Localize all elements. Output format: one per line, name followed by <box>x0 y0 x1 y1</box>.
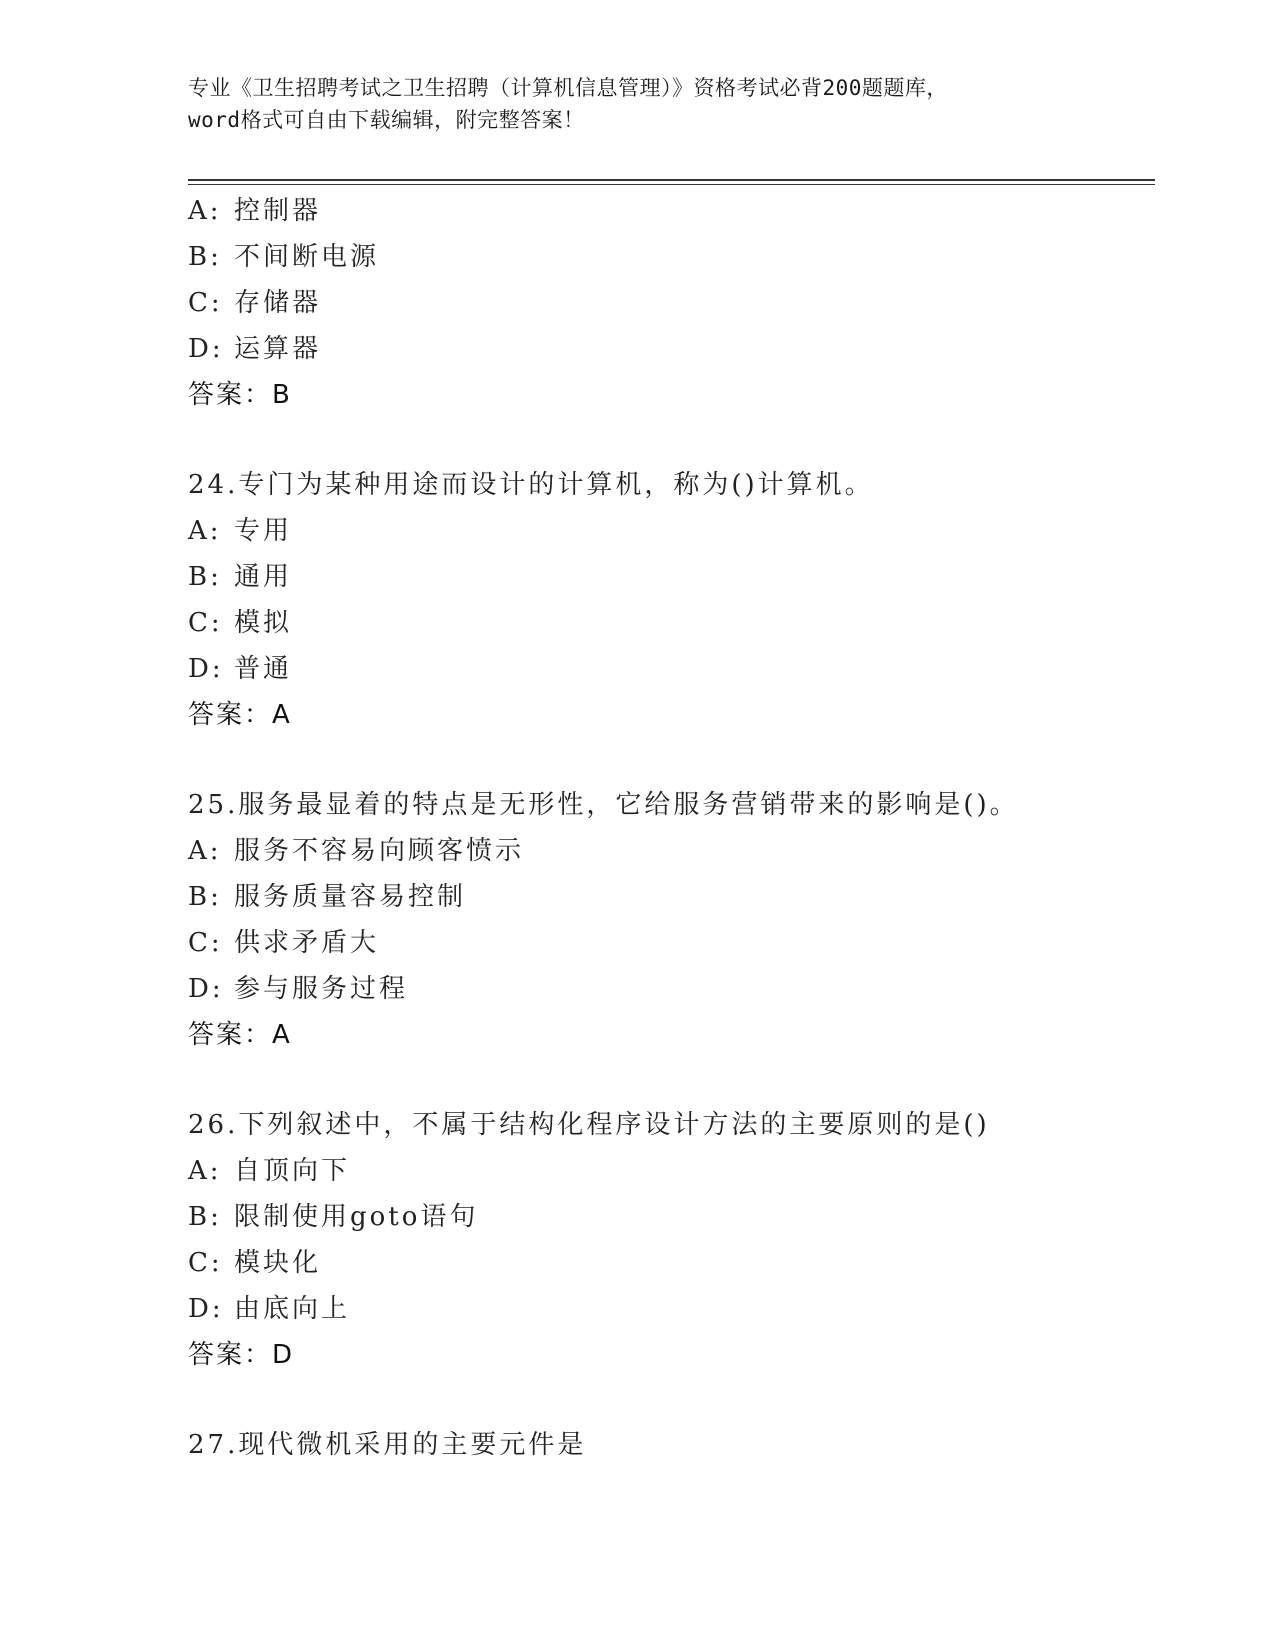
spacer <box>188 1378 1148 1422</box>
answer-line: 答案：D <box>188 1340 295 1370</box>
option-a <box>188 508 1148 554</box>
question-text: 24.专门为某种用途而设计的计算机，称为()计算机。 <box>188 470 874 500</box>
option-d <box>188 646 1148 692</box>
option-c <box>188 600 1148 646</box>
question-block-24 <box>188 462 1148 738</box>
option-letter: C: <box>188 608 223 638</box>
option-text: 模块化 <box>234 1248 322 1278</box>
answer-line: 答案：A <box>188 1020 292 1050</box>
spacer <box>188 1058 1148 1102</box>
answer-line: 答案：B <box>188 380 292 410</box>
header-title-line-2: word格式可自由下载编辑，附完整答案！ <box>188 108 585 132</box>
header-rule-thin <box>188 184 1155 185</box>
option-letter: C: <box>188 1248 223 1278</box>
question-list <box>188 188 1148 1468</box>
option-text: 自顶向下 <box>234 1156 351 1186</box>
answer-line: 答案：A <box>188 700 292 730</box>
option-d <box>188 1286 1148 1332</box>
option-text: 参与服务过程 <box>234 974 409 1004</box>
option-letter: D: <box>188 334 224 364</box>
option-d <box>188 966 1148 1012</box>
option-b <box>188 874 1148 920</box>
option-b <box>188 554 1148 600</box>
option-text: 限制使用goto语句 <box>234 1202 479 1232</box>
option-letter: B: <box>188 562 222 592</box>
spacer <box>188 738 1148 782</box>
option-letter: D: <box>188 654 224 684</box>
question-block-25 <box>188 782 1148 1058</box>
option-text: 存储器 <box>234 288 322 318</box>
option-text: 普通 <box>234 654 293 684</box>
question-text: 26.下列叙述中，不属于结构化程序设计方法的主要原则的是() <box>188 1110 990 1140</box>
option-letter: B: <box>188 242 222 272</box>
option-text: 不间断电源 <box>234 242 380 272</box>
option-text: 运算器 <box>234 334 322 364</box>
question-text: 25.服务最显着的特点是无形性，它给服务营销带来的影响是()。 <box>188 790 1019 820</box>
option-a <box>188 188 1148 234</box>
header-title-line-1: 专业《卫生招聘考试之卫生招聘（计算机信息管理）》资格考试必背200题题库， <box>188 76 948 100</box>
spacer <box>188 418 1148 462</box>
question-block-26 <box>188 1102 1148 1378</box>
option-c <box>188 280 1148 326</box>
option-text: 专用 <box>234 516 293 546</box>
question-block-23-continued <box>188 188 1148 418</box>
option-text: 服务不容易向顾客愤示 <box>234 836 525 866</box>
option-letter: C: <box>188 288 223 318</box>
option-b <box>188 234 1148 280</box>
question-block-27 <box>188 1422 1148 1468</box>
option-text: 由底向上 <box>234 1294 351 1324</box>
option-letter: C: <box>188 928 223 958</box>
option-letter: A: <box>188 1156 222 1186</box>
option-c <box>188 920 1148 966</box>
option-letter: D: <box>188 1294 224 1324</box>
option-d <box>188 326 1148 372</box>
option-c <box>188 1240 1148 1286</box>
option-letter: A: <box>188 516 222 546</box>
option-text: 通用 <box>234 562 293 592</box>
option-letter: B: <box>188 1202 222 1232</box>
option-text: 模拟 <box>234 608 293 638</box>
option-b <box>188 1194 1148 1240</box>
document-header <box>188 72 1088 136</box>
option-letter: D: <box>188 974 224 1004</box>
option-a <box>188 828 1148 874</box>
option-text: 服务质量容易控制 <box>234 882 467 912</box>
option-a <box>188 1148 1148 1194</box>
option-text: 供求矛盾大 <box>234 928 380 958</box>
option-letter: A: <box>188 836 222 866</box>
option-letter: B: <box>188 882 222 912</box>
option-letter: A: <box>188 196 222 226</box>
question-text: 27.现代微机采用的主要元件是 <box>188 1430 587 1460</box>
option-text: 控制器 <box>234 196 322 226</box>
header-rule-thick <box>188 179 1155 181</box>
